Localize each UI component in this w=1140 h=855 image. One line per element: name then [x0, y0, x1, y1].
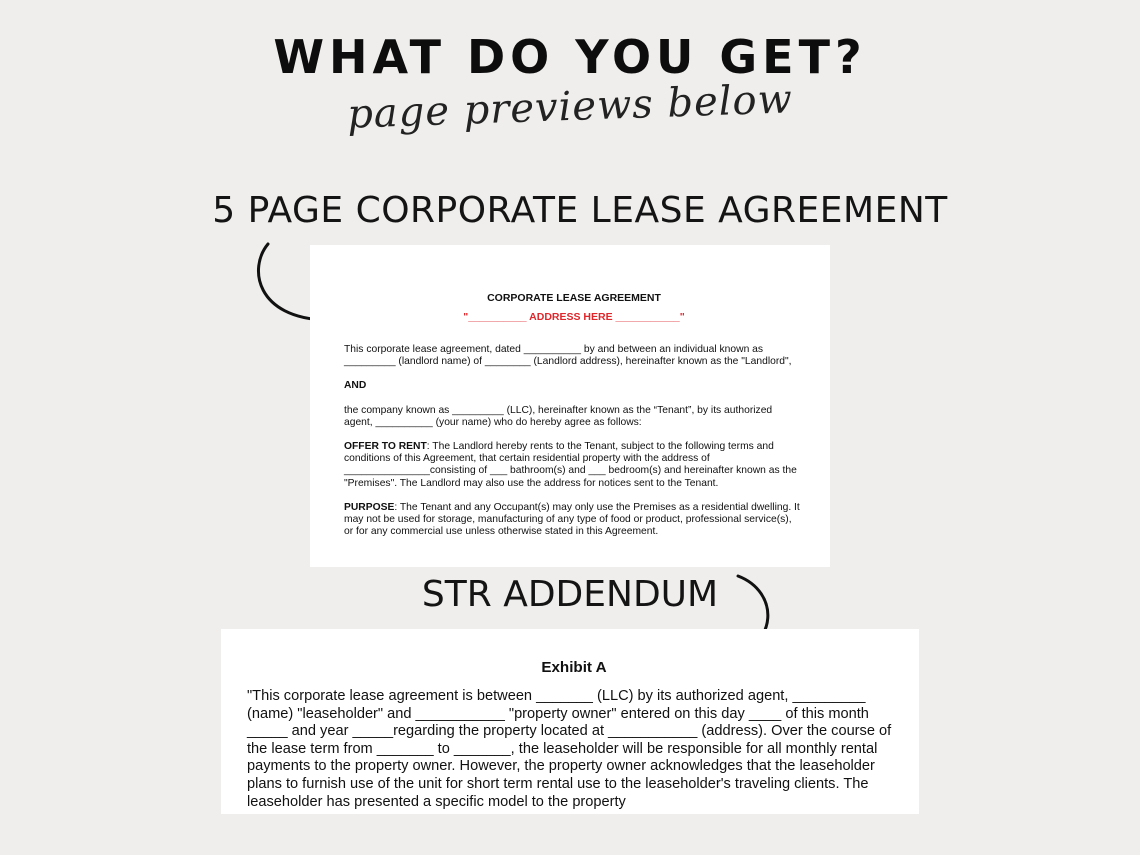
- headline: WHAT DO YOU GET?: [273, 30, 867, 84]
- and-heading: AND: [344, 380, 367, 392]
- section-title-addendum: STR ADDENDUM: [421, 574, 719, 615]
- offer-label: OFFER TO RENT: [344, 441, 427, 453]
- intro-paragraph: This corporate lease agreement, dated __________ by and between an individual known as _________ (landlord name) of ________ (Landlord address), hereinafter known as the "Landlord",: [344, 344, 792, 368]
- purpose-paragraph: [344, 502, 802, 539]
- addendum-page-preview: [221, 629, 919, 814]
- document-body: [344, 344, 802, 550]
- offer-paragraph: [344, 441, 802, 490]
- tenant-paragraph: the company known as _________ (LLC), hereinafter known as the “Tenant”, by its authorized agent, __________ (your name) who do hereby agree as follows:: [344, 404, 773, 428]
- lease-page-preview: [310, 245, 830, 567]
- offer-text: : The Landlord hereby rents to the Tenant, subject to the following terms and conditions of this Agreement, that certain residential property with the address of _______________consisting of ___ bathroom(s) and ___ bedroom(s) and hereinafter known as the "Premises". The Landlord may also use the address for notices sent to the Tenant.: [344, 441, 797, 489]
- document-title: CORPORATE LEASE AGREEMENT: [487, 292, 661, 304]
- script-subtitle: page previews below: [346, 76, 794, 138]
- address-placeholder: "__________ ADDRESS HERE ___________": [463, 311, 685, 323]
- exhibit-body: "This corporate lease agreement is between _______ (LLC) by its authorized agent, _________ (name) "leaseholder" and ___________ "property owner" entered on this day ____ of this month _____ and year _____regarding the property located at ___________ (address). Over the course of the lease term from _______ to _______, the leaseholder will be responsible for all monthly rental payments to the property owner. However, the property owner acknowledges that the leaseholder plans to furnish use of the unit for short term rental use to the leaseholder's traveling clients. The leaseholder has presented a specific model to the property: [247, 688, 892, 810]
- exhibit-title: Exhibit A: [541, 659, 607, 676]
- purpose-label: PURPOSE: [344, 501, 395, 513]
- section-title-lease: 5 PAGE CORPORATE LEASE AGREEMENT: [212, 190, 948, 231]
- purpose-text: : The Tenant and any Occupant(s) may only use the Premises as a residential dwelling. It may not be used for storage, manufacturing of any type of food or product, professional service(s), or for any commercial use unless otherwise stated in this Agreement.: [344, 501, 800, 538]
